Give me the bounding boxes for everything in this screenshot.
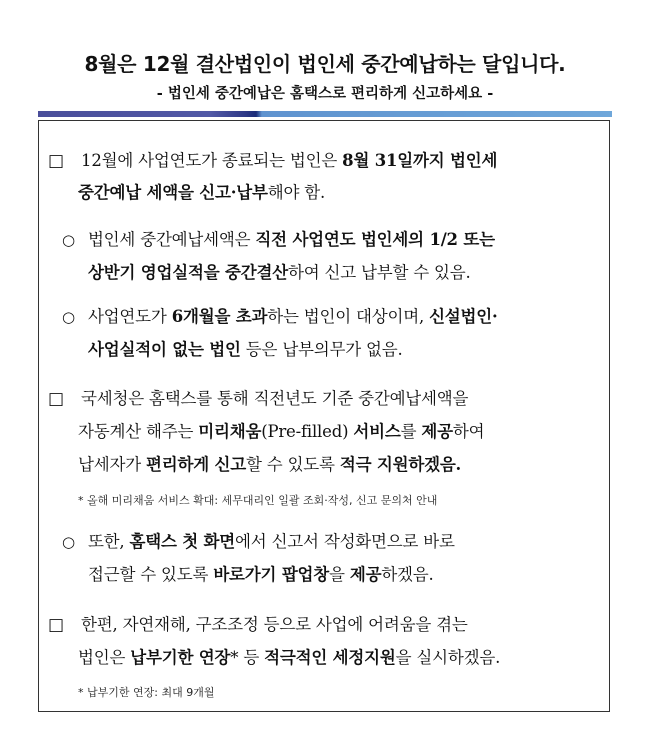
section3-footnote: * 납부기한 연장: 최대 9개월 xyxy=(78,686,215,699)
section1-sub2-line2 xyxy=(88,334,403,365)
section2-line2 xyxy=(78,416,484,447)
section2-sub1-text-c: 에서 신고서 작성화면으로 바로 xyxy=(235,532,455,551)
section2-sub1-line2-d: 제공 xyxy=(349,565,382,584)
page-subtitle: - 법인세 중간예납은 홈택스로 편리하게 신고하세요 - xyxy=(156,86,494,102)
section1-text-a: 12월에 사업연도가 종료되는 법인은 xyxy=(81,151,343,170)
section1-sub2-text-d: 신설법인· xyxy=(429,307,498,326)
section2-line3-d: 적극 지원하겠음. xyxy=(339,455,462,474)
section1-sub2-line2-bold: 사업실적이 없는 법인 xyxy=(88,340,241,359)
circle-bullet-icon: ○ xyxy=(62,308,75,326)
section3-line2-b: 납부기한 연장 xyxy=(130,648,231,667)
section2-sub1-line2-b: 바로가기 팝업창 xyxy=(213,565,330,584)
section2-sub1-line2 xyxy=(88,559,434,590)
section3-line2-a: 법인은 xyxy=(78,648,131,667)
section1-line2-bold: 중간예납 세액을 신고·납부 xyxy=(78,183,268,202)
section1-line2-rest: 해야 함. xyxy=(267,183,326,202)
section2-line3-b: 편리하게 신고 xyxy=(146,455,246,474)
section3-line1 xyxy=(48,609,468,641)
square-bullet-icon: □ xyxy=(48,151,64,171)
section1-text-b: 8월 31일까지 법인세 xyxy=(342,151,498,170)
section2-sub1-line2-a: 접근할 수 있도록 xyxy=(88,565,214,584)
section1-sub2-text-b: 6개월을 초과 xyxy=(171,307,268,326)
section1-line1 xyxy=(48,145,497,177)
section2-line3 xyxy=(78,449,461,480)
section2-line3-a: 납세자가 xyxy=(78,455,147,474)
square-bullet-icon: □ xyxy=(48,389,64,409)
section2-sub1-text-b: 홈택스 첫 화면 xyxy=(129,532,236,551)
section2-line2-g: 하여 xyxy=(452,422,485,441)
section2-line2-d: 서비스 xyxy=(353,422,401,441)
section2-sub1-line2-e: 하겠음. xyxy=(381,565,434,584)
section1-sub1-text-b: 직전 사업연도 법인세의 1/2 또는 xyxy=(255,230,495,249)
section1-sub1-text-a: 법인세 중간예납세액은 xyxy=(87,230,256,249)
section3-line2 xyxy=(78,642,500,673)
circle-bullet-icon: ○ xyxy=(62,231,75,249)
section2-line2-f: 제공 xyxy=(421,422,453,441)
section2-footnote: * 올해 미리채움 서비스 확대: 세무대리인 일괄 조회·작성, 신고 문의처 안내 xyxy=(78,494,438,507)
section1-sub2-text-a: 사업연도가 xyxy=(87,307,172,326)
section2-sub1-text-a: 또한, xyxy=(87,532,130,551)
section3-line2-d: 적극적인 세정지원 xyxy=(264,648,396,667)
section2-sub1-line1 xyxy=(62,526,455,558)
section1-sub2-text-c: 하는 법인이 대상이며, xyxy=(267,307,430,326)
title-divider-bar xyxy=(38,111,612,117)
section2-line3-c: 할 수 있도록 xyxy=(246,455,340,474)
section2-line2-a: 자동계산 해주는 xyxy=(78,422,199,441)
section2-line2-c: (Pre-filled) xyxy=(261,422,354,441)
section1-sub1-line2 xyxy=(88,257,471,288)
section1-sub1-line1 xyxy=(62,224,495,256)
section2-line2-e: 를 xyxy=(400,422,422,441)
section1-line2 xyxy=(78,177,325,208)
square-bullet-icon: □ xyxy=(48,615,64,635)
section3-line1-text: 한편, 자연재해, 구조조정 등으로 사업에 어려움을 겪는 xyxy=(81,615,468,634)
page-title: 8월은 12월 결산법인이 법인세 중간예납하는 달입니다. xyxy=(84,52,566,76)
section2-line2-b: 미리채움 xyxy=(198,422,262,441)
section1-sub1-line2-rest: 하여 신고 납부할 수 있음. xyxy=(287,263,471,282)
section1-sub1-line2-bold: 상반기 영업실적을 중간결산 xyxy=(88,263,288,282)
section3-line2-c: * 등 xyxy=(230,648,265,667)
section3-line2-e: 을 실시하겠음. xyxy=(395,648,501,667)
circle-bullet-icon: ○ xyxy=(62,533,75,551)
section1-sub2-line2-rest: 등은 납부의무가 없음. xyxy=(240,340,403,359)
section2-sub1-line2-c: 을 xyxy=(329,565,350,584)
section1-sub2-line1 xyxy=(62,301,498,333)
section2-line1-text: 국세청은 홈택스를 통해 직전년도 기준 중간예납세액을 xyxy=(81,389,469,408)
section2-line1 xyxy=(48,383,468,415)
